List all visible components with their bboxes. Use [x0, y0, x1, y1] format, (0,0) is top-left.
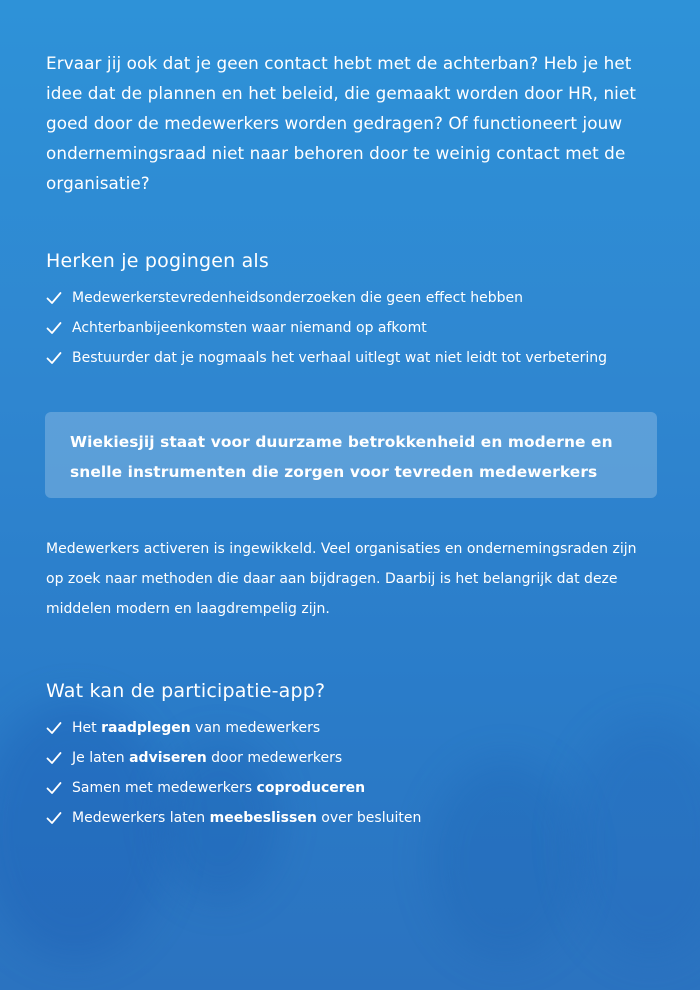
- section-heading-herken: Herken je pogingen als: [46, 250, 270, 272]
- section-heading-participatie: Wat kan de participatie-app?: [46, 680, 326, 702]
- check-icon: [46, 351, 62, 365]
- list-item-text: Achterbanbijeenkomsten waar niemand op afkomt: [72, 320, 427, 336]
- list-item-text: Het raadplegen van medewerkers: [72, 720, 321, 736]
- list-item-text: Samen met medewerkers coproduceren: [72, 780, 366, 796]
- list-item: [46, 717, 421, 747]
- callout-box: [45, 412, 657, 498]
- intro-paragraph: Ervaar jij ook dat je geen contact hebt met de achterban? Heb je het idee dat de plannen en het beleid, die gemaakt worden door HR, niet goed door de medewerkers worden gedragen? Of functioneert jouw ondernemingsraad niet naar behoren door te weinig contact met de organisatie?: [46, 53, 637, 193]
- check-icon: [46, 811, 62, 825]
- list-item: [46, 747, 421, 777]
- check-icon: [46, 751, 62, 765]
- check-icon: [46, 291, 62, 305]
- list-item-text: Medewerkerstevredenheidsonderzoeken die geen effect hebben: [72, 290, 523, 306]
- checklist-herken: [46, 287, 607, 377]
- list-item: [46, 777, 421, 807]
- body-paragraph: Medewerkers activeren is ingewikkeld. Veel organisaties en ondernemingsraden zijn op zoek naar methoden die daar aan bijdragen. Daarbij is het belangrijk dat deze middelen modern en laagdrempelig zijn.: [46, 541, 637, 617]
- check-icon: [46, 321, 62, 335]
- list-item-text: Bestuurder dat je nogmaals het verhaal uitlegt wat niet leidt tot verbetering: [72, 350, 608, 366]
- list-item-text: Je laten adviseren door medewerkers: [72, 750, 343, 766]
- list-item: [46, 347, 607, 377]
- check-icon: [46, 721, 62, 735]
- list-item: [46, 807, 421, 837]
- callout-text: Wiekiesjij staat voor duurzame betrokkenheid en moderne en snelle instrumenten die zorgen voor tevreden medewerkers: [70, 433, 613, 481]
- list-item: [46, 317, 607, 347]
- list-item: [46, 287, 607, 317]
- check-icon: [46, 781, 62, 795]
- list-item-text: Medewerkers laten meebeslissen over besluiten: [72, 810, 422, 826]
- checklist-participatie: [46, 717, 421, 837]
